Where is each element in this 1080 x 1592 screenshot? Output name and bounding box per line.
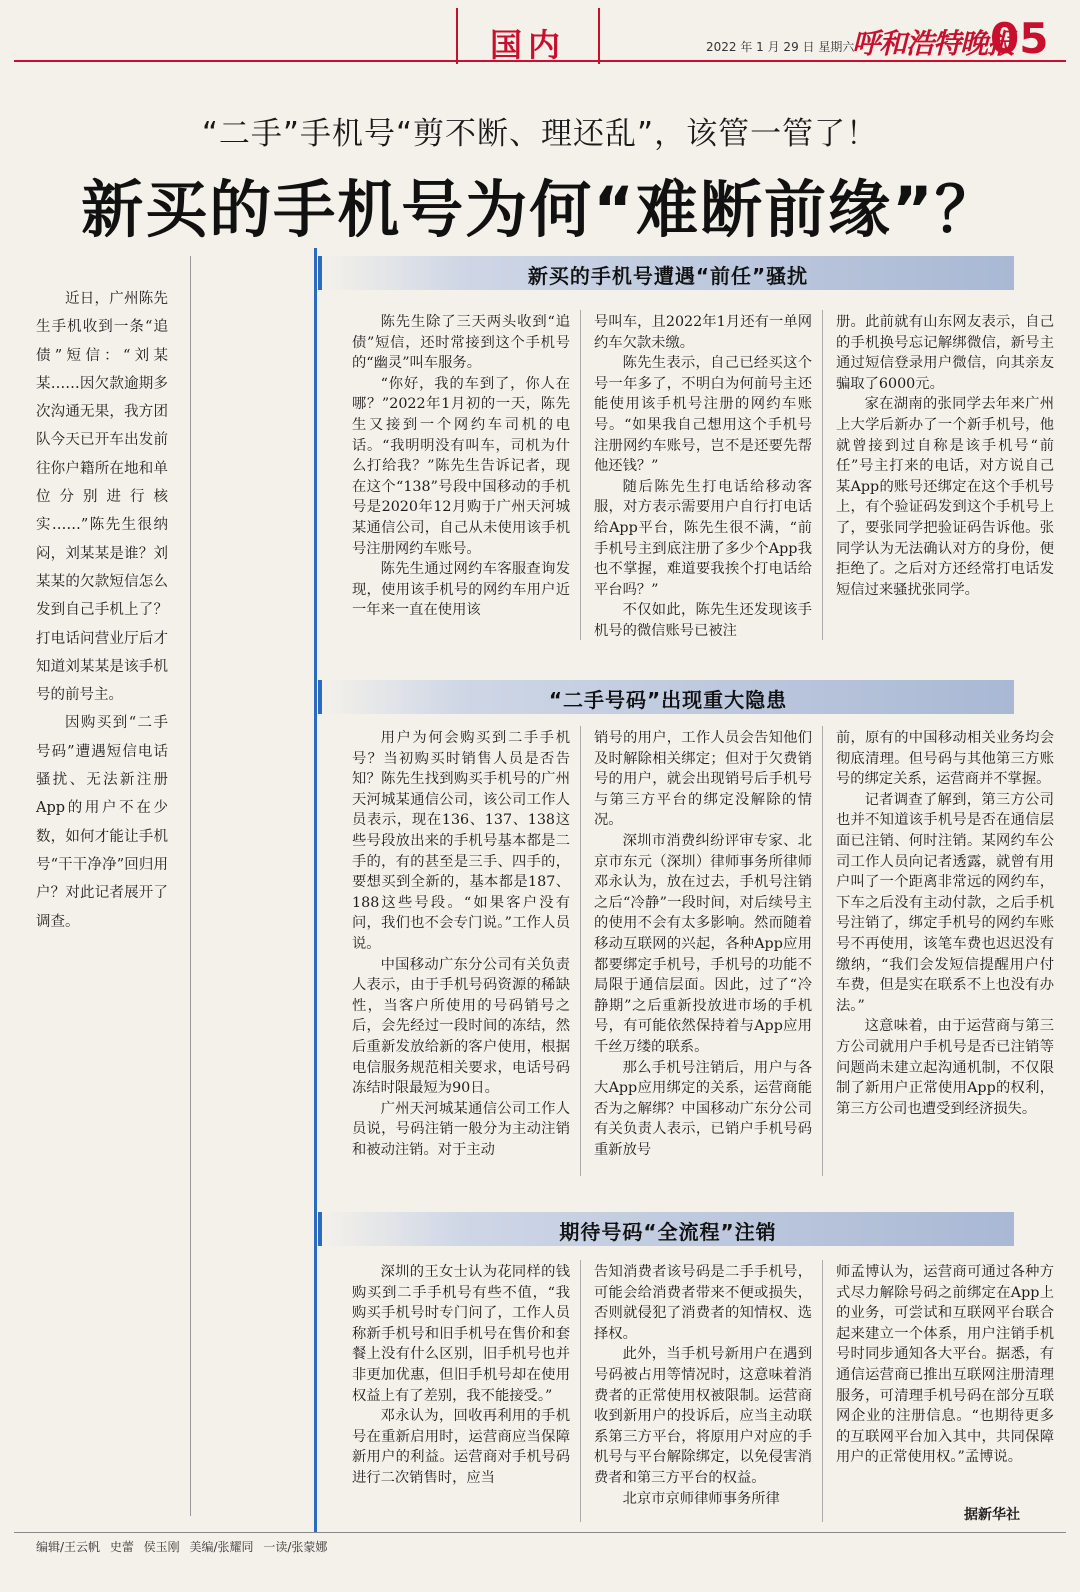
page-header: [0, 0, 1080, 70]
text-column: [836, 312, 1054, 600]
column-divider: [822, 1260, 823, 1522]
paragraph: 深圳市消费纠纷评审专家、北京市东元（深圳）律师事务所律师邓永认为，放在过去，手机号注销之后“冷静”一段时间，对后续号主的使用不会有太多影响。然而随着移动互联网的兴起，各种App应用都要绑定手机号，手机号的功能不局限于通信层面。因此，过了“冷静期”之后重新投放进市场的手机号，有可能依然保持着与App应用千丝万缕的联系。: [594, 832, 812, 1055]
text-column: [836, 728, 1054, 1119]
paragraph: 家在湖南的张同学去年来广州上大学后新办了一个新手机号，他就曾接到过自称是该手机号“前任”号主打来的电话，对方说自己某App的账号还绑定在这个手机号上，有个验证码发到这个手机号上了，要张同学把验证码告诉他。张同学认为无法确认对方的身份，便拒绝了。之后对方还经常打电话发短信过来骚扰张同学。: [836, 396, 1054, 598]
section-name: 国内: [490, 26, 567, 64]
issue-date: 2022 年 1 月 29 日 星期六: [706, 40, 855, 54]
text-column: [352, 728, 570, 1160]
text-column: [594, 1262, 812, 1509]
article-subtitle: “二手”手机号“剪不断、理还乱”，该管一管了！: [201, 116, 879, 152]
column-divider: [822, 310, 823, 640]
text-column: [352, 312, 570, 621]
section-heading-text: 新买的手机号遭遇“前任”骚扰: [527, 264, 809, 288]
paragraph: 广州天河城某通信公司工作人员说，号码注销一般分为主动注销和被动注销。对于主动: [352, 1100, 570, 1158]
masthead-logo: 呼和浩特晚报: [852, 27, 1015, 60]
paragraph: 用户为何会购买到二手手机号？当初购买时销售人员是否告知？陈先生找到购买手机号的广州天河城某通信公司，该公司工作人员表示，现在136、137、138这些号段放出来的手机号基本都是二手的，有的甚至是三手、四手的，要想买到全新的，基本都是187、188这些号段。“如果客户没有问，我们也不会专门说。”工作人员说。: [352, 730, 570, 952]
section-heading: [318, 680, 1014, 714]
paragraph: 随后陈先生打电话给移动客服，对方表示需要用户自行打电话给App平台，陈先生很不满，“前手机号主到底注册了多少个App我也不掌握，难道要我挨个打电话给平台吗？”: [594, 478, 812, 598]
page-number: 05: [990, 14, 1049, 63]
source-credit: 据新华社: [964, 1507, 1020, 1523]
text-column: [594, 728, 812, 1160]
paragraph: “你好，我的车到了，你人在哪？”2022年1月初的一天，陈先生又接到一个网约车司机的电话。“我明明没有叫车，司机为什么打给我？”陈先生告诉记者，现在这个“138”号段中国移动的手机号是2020年12月购于广州天河城某通信公司，自己从未使用该手机号注册网约车账号。: [352, 375, 570, 557]
section-heading-text: 期待号码“全流程”注销: [559, 1220, 777, 1244]
column-divider: [190, 256, 191, 1516]
editor-credits: 编辑/王云帆 史蕾 侯玉刚 美编/张耀同 一读/张蒙娜: [36, 1540, 328, 1554]
paragraph: 册。此前就有山东网友表示，自己的手机换号忘记解绑微信，新号主通过短信登录用户微信，向其亲友骗取了6000元。: [836, 314, 1054, 392]
text-column: [594, 312, 812, 642]
paragraph: 深圳的王女士认为花同样的钱购买到二手手机号有些不值，“我购买手机号时专门问了，工作人员称新手机号和旧手机号在售价和套餐上没有什么区别，旧手机号也并非更加优惠，但旧手机号却在使用权益上有了差别，我不能接受。”: [352, 1264, 570, 1404]
paragraph: 陈先生表示，自己已经买这个号一年多了，不明白为何前号主还能使用该手机号注册的网约车账号。“如果我自己想用这个手机号注册网约车账号，岂不是还要先帮他还钱？”: [594, 355, 812, 475]
header-divider: [456, 8, 458, 64]
paragraph: 师孟博认为，运营商可通过各种方式尽力解除号码之前绑定在App上的业务，可尝试和互联网平台联合起来建立一个体系，用户注销手机号时同步通知各大平台。据悉，有通信运营商已推出互联网注册清理服务，可清理手机号码在部分互联网企业的注册信息。“也期待更多的互联网平台加入其中，共同保障用户的正常使用权。”孟博说。: [836, 1264, 1054, 1466]
column-divider: [580, 310, 581, 640]
text-column: [352, 1262, 570, 1489]
paragraph: 记者调查了解到，第三方公司也并不知道该手机号是否在通信层面已注销、何时注销。某网约车公司工作人员向记者透露，就曾有用户叫了一个距离非常远的网约车，下车之后没有主动付款，之后手机号注销了，绑定手机号的网约车账号不再使用，该笔车费也迟迟没有缴纳，“我们会发短信提醒用户付车费，但是实在联系不上也没有办法。”: [836, 791, 1054, 1014]
paragraph: 此外，当手机号新用户在遇到号码被占用等情况时，这意味着消费者的正常使用权被限制。运营商收到新用户的投诉后，应当主动联系第三方平台，将原用户对应的手机号与平台解除绑定，以免侵害消费者和第三方平台的权益。: [594, 1346, 812, 1486]
paragraph: 不仅如此，陈先生还发现该手机号的微信账号已被注: [594, 602, 812, 639]
paragraph: 那么手机号注销后，用户与各大App应用绑定的关系，运营商能否为之解绑？中国移动广东分公司有关负责人表示，已销户手机号码重新放号: [594, 1059, 812, 1158]
paragraph: 销号的用户，工作人员会告知他们及时解除相关绑定；但对于欠费销号的用户，就会出现销号后手机号与第三方平台的绑定没解除的情况。: [594, 730, 812, 829]
lead-paragraph: 因购买到“二手号码”遭遇短信电话骚扰、无法新注册App的用户不在少数，如何才能让手机号“干干净净”回归用户？对此记者展开了调查。: [36, 715, 168, 930]
section-heading: [318, 1212, 1014, 1246]
column-divider: [580, 726, 581, 1176]
section-heading-text: “二手号码”出现重大隐患: [548, 688, 788, 712]
header-divider: [598, 8, 600, 64]
paragraph: 邓永认为，回收再利用的手机号在重新启用时，运营商应当保障新用户的利益。运营商对手机号码进行二次销售时，应当: [352, 1408, 570, 1486]
footer-rule: [14, 1532, 1066, 1533]
article-headline: 新买的手机号为何“难断前缘”？: [81, 173, 999, 246]
paragraph: 前，原有的中国移动相关业务均会彻底清理。但号码与其他第三方账号的绑定关系，运营商并不掌握。: [836, 730, 1054, 788]
paragraph: 北京市京师律师事务所律: [622, 1490, 780, 1507]
lead-paragraph: 近日，广州陈先生手机收到一条“追债”短信：“刘某某……因欠款逾期多次沟通无果，我方团队今天已开车出发前往你户籍所在地和单位分别进行核实……”陈先生很纳闷，刘某某是谁？刘某某的欠款短信怎么发到自己手机上了？打电话问营业厅后才知道刘某某是该手机号的前号主。: [36, 291, 168, 704]
paragraph: 陈先生通过网约车客服查询发现，使用该手机号的网约车用户近一年来一直在使用该: [352, 561, 570, 619]
paragraph: 这意味着，由于运营商与第三方公司就用户手机号是否已注销等问题尚未建立起沟通机制，不仅限制了新用户正常使用App的权利，第三方公司也遭受到经济损失。: [836, 1018, 1054, 1117]
column-divider: [580, 1260, 581, 1522]
text-column: [836, 1262, 1054, 1468]
paragraph: 中国移动广东分公司有关负责人表示，由于手机号码资源的稀缺性，当客户所使用的号码销号之后，会先经过一段时间的冻结，然后重新发放给新的客户使用，根据电信服务规范相关要求，电话号码冻结时限最短为90日。: [352, 956, 570, 1097]
section-heading: [318, 256, 1014, 290]
column-divider: [822, 726, 823, 1176]
paragraph: 告知消费者该号码是二手手机号，可能会给消费者带来不便或损失，否则就侵犯了消费者的知情权、选择权。: [594, 1264, 812, 1342]
accent-bar: [314, 248, 317, 1533]
lead-column: [36, 285, 168, 936]
paragraph: 陈先生除了三天两头收到“追债”短信，还时常接到这个手机号的“幽灵”叫车服务。: [352, 314, 570, 372]
paragraph: 号叫车，且2022年1月还有一单网约车欠款未缴。: [594, 314, 812, 351]
